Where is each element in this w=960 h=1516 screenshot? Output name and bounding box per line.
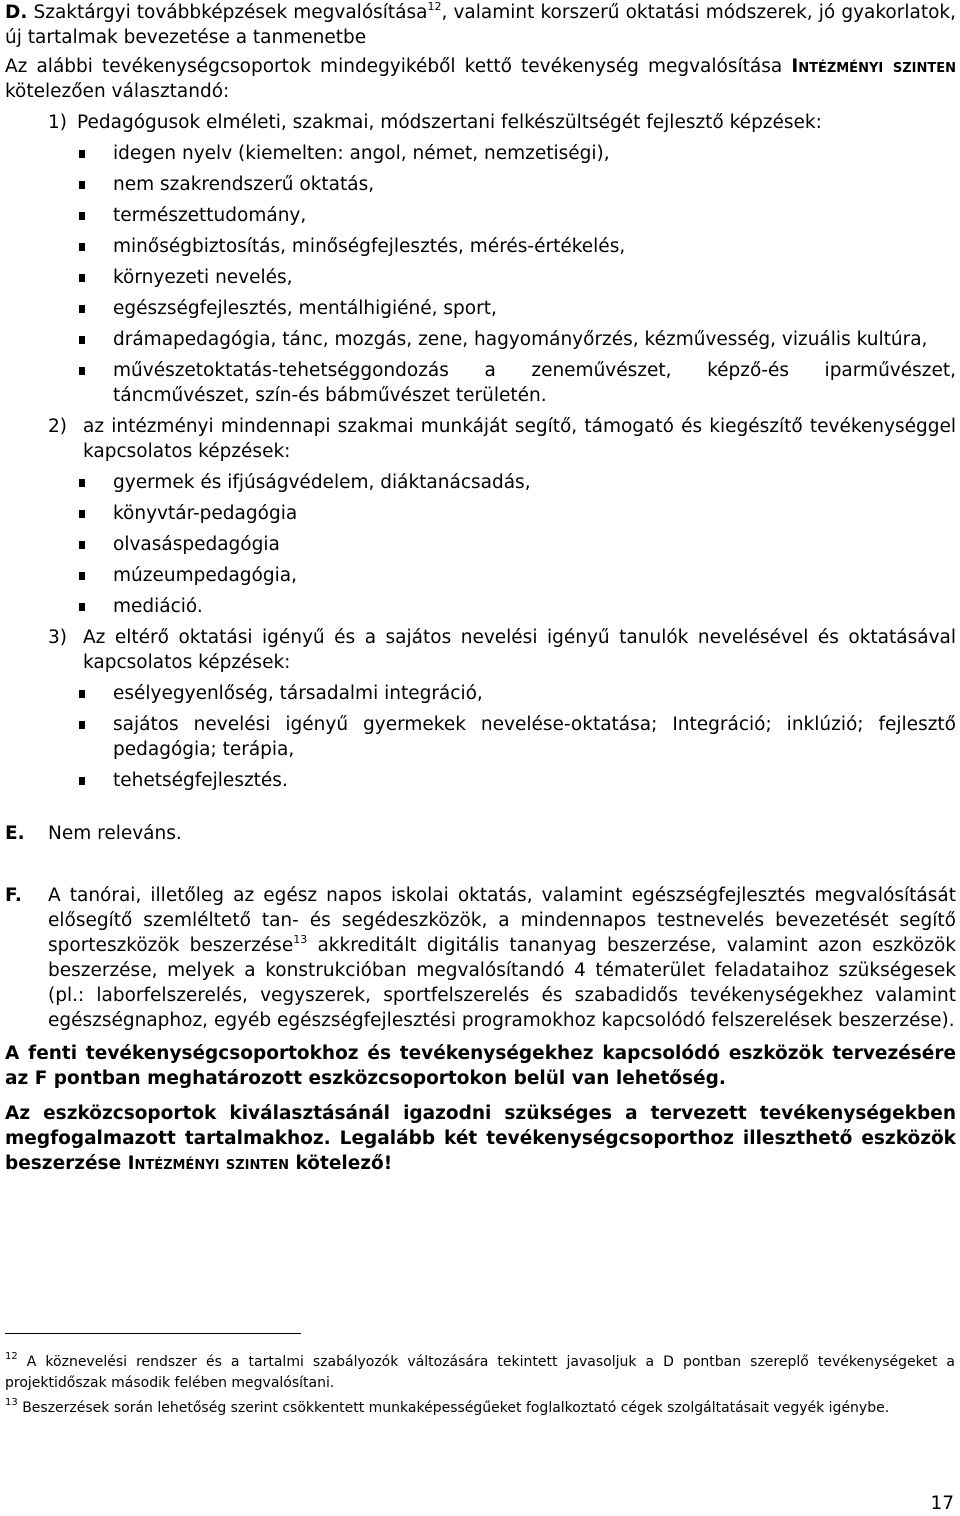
list-item: esélyegyenlőség, társadalmi integráció, <box>5 681 956 706</box>
list-item: drámapedagógia, tánc, mozgás, zene, hagyományőrzés, kézművesség, vizuális kultúra, <box>5 327 956 352</box>
footnote-12-number: 12 <box>5 1351 18 1363</box>
intro-text-1: Az alábbi tevékenységcsoportok mindegyikéből kettő tevékenység megvalósítása <box>5 56 792 77</box>
document-page <box>5 0 956 1176</box>
bullet-icon <box>79 212 85 220</box>
footnote-ref-13: 13 <box>293 932 308 946</box>
footnote-ref-12: 12 <box>427 0 442 13</box>
bullet-icon <box>79 721 85 729</box>
list-item: minőségbiztosítás, minőségfejlesztés, mérés-értékelés, <box>5 234 956 259</box>
section-d-intro <box>5 54 956 104</box>
bullet-icon <box>79 572 85 580</box>
page-number: 17 <box>930 1493 954 1514</box>
bullet-icon <box>79 274 85 282</box>
group-1-number: 1) <box>48 112 67 133</box>
list-item: természettudomány, <box>5 203 956 228</box>
list-item: művészetoktatás-tehetséggondozás a zeneművészet, képző-és iparművészet, táncművészet, szín-és bábművészet területén. <box>5 358 956 408</box>
list-item: olvasáspedagógia <box>5 532 956 557</box>
section-e-text: Nem releváns. <box>48 823 182 844</box>
bullet-icon <box>79 305 85 313</box>
intro-smallcaps: Intézményi szinten <box>791 56 957 77</box>
bullet-icon <box>79 603 85 611</box>
bullet-icon <box>79 243 85 251</box>
list-item: sajátos nevelési igényű gyermekek nevelése-oktatása; Integráció; inklúzió; fejlesztő pedagógia; terápia, <box>5 712 956 762</box>
footnote-13-text: Beszerzések során lehetőség szerint csökkentett munkaképességűeket foglalkoztató cégek szolgáltatásait vegyék igénybe. <box>22 1400 890 1416</box>
footnote-12 <box>5 1352 955 1394</box>
bold-paragraph-2-text-1: Az eszközcsoportok kiválasztásánál igazodni szükséges a tervezett tevékenységekben megfogalmazott tartalmakhoz. Legalább két tevékenységcsoporthoz illeszthető eszközök beszerzése <box>5 1103 956 1174</box>
section-d-title-part2: , valamint korszerű oktatási módszerek, jó gyakorlatok, új tartalmak bevezetése a tanmenetbe <box>5 2 956 48</box>
bold-paragraph-1: A fenti tevékenységcsoportokhoz és tevékenységekhez kapcsolódó eszközök tervezésére az F pontban meghatározott eszközcsoportokon belül van lehetőség. <box>5 1043 956 1089</box>
list-item: környezeti nevelés, <box>5 265 956 290</box>
list-item: gyermek és ifjúságvédelem, diáktanácsadás, <box>5 470 956 495</box>
section-d-label: D. <box>5 2 28 23</box>
section-f-label: F. <box>5 885 22 906</box>
group-3-heading <box>5 625 956 675</box>
group-2-number: 2) <box>48 416 67 437</box>
bold-paragraph-2 <box>5 1101 956 1176</box>
list-item: tehetségfejlesztés. <box>5 768 956 793</box>
group-3-list <box>5 681 956 793</box>
group-1-heading-text: Pedagógusok elméleti, szakmai, módszertani felkészültségét fejlesztő képzések: <box>77 112 822 133</box>
bold-paragraph-2-text-2: kötelező! <box>289 1153 393 1174</box>
bullet-icon <box>79 690 85 698</box>
group-2-heading <box>5 414 956 464</box>
bullet-icon <box>79 336 85 344</box>
group-3-number: 3) <box>48 627 67 648</box>
bullet-icon <box>79 367 85 375</box>
list-item: egészségfejlesztés, mentálhigiéné, sport, <box>5 296 956 321</box>
bullet-icon <box>79 181 85 189</box>
group-2-list <box>5 470 956 619</box>
list-item: múzeumpedagógia, <box>5 563 956 588</box>
list-item: mediáció. <box>5 594 956 619</box>
bullet-icon <box>79 510 85 518</box>
section-e <box>5 821 956 846</box>
section-f <box>5 883 956 1033</box>
group-2-heading-text: az intézményi mindennapi szakmai munkáját segítő, támogató és kiegészítő tevékenységgel kapcsolatos képzések: <box>83 416 956 462</box>
bullet-icon <box>79 479 85 487</box>
list-item: könyvtár-pedagógia <box>5 501 956 526</box>
group-1-list <box>5 141 956 408</box>
section-d-title-part1: Szaktárgyi továbbképzések megvalósítása <box>33 2 428 23</box>
footnote-12-text: A köznevelési rendszer és a tartalmi szabályozók változására tekintett javasoljuk a D pontban szereplő tevékenységeket a projektidőszak második felében megvalósítani. <box>5 1354 956 1391</box>
bullet-icon <box>79 150 85 158</box>
list-item: nem szakrendszerű oktatás, <box>5 172 956 197</box>
section-d-heading <box>5 0 956 50</box>
intro-text-2: kötelezően választandó: <box>5 81 230 102</box>
footnote-separator <box>5 1333 301 1334</box>
footnote-13-number: 13 <box>5 1397 18 1409</box>
group-1-heading <box>5 110 956 135</box>
bullet-icon <box>79 777 85 785</box>
section-d-title <box>5 2 956 48</box>
bullet-icon <box>79 541 85 549</box>
bold-paragraph-2-smallcaps: Intézményi szinten <box>127 1153 290 1174</box>
footnote-13 <box>5 1398 955 1419</box>
section-f-text-2: akkreditált digitális tananyag beszerzése, valamint azon eszközök beszerzése, melyek a konstrukcióban megvalósítandó 4 tématerület feladataihoz szükségesek (pl.: laborfelszerelés, vegyszerek, sportfelszerelés és szabadidős tevékenységekhez valamint egészségnaphoz, egyéb egészségfejlesztési programokhoz kapcsolódó felszerelések beszerzése). <box>48 935 956 1031</box>
group-3-heading-text: Az eltérő oktatási igényű és a sajátos nevelési igényű tanulók nevelésével és oktatásával kapcsolatos képzések: <box>83 627 956 673</box>
section-e-label: E. <box>5 823 25 844</box>
section-f-text-1: A tanórai, illetőleg az egész napos iskolai oktatás, valamint egészségfejlesztés megvalósítását elősegítő szemléltető tan- és segédeszközök, a mindennapos testnevelés bevezetését segítő sporteszközök beszerzése <box>48 885 956 956</box>
list-item: idegen nyelv (kiemelten: angol, német, nemzetiségi), <box>5 141 956 166</box>
